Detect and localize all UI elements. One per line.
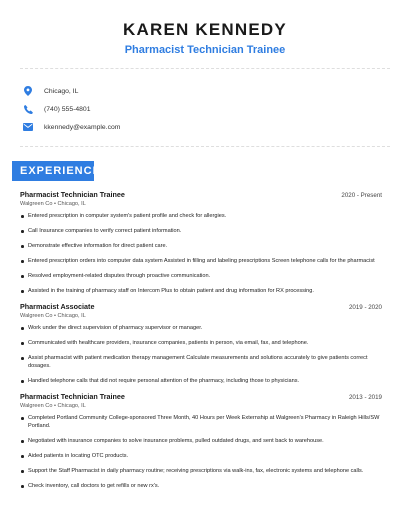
- contact-phone-text: (740) 555-4801: [44, 105, 91, 113]
- list-item: Support the Staff Pharmacist in daily pharmacy routine; receiving prescriptions via walk-ins, fax, electronic systems and telephone calls.: [20, 467, 382, 475]
- location-pin-icon: [22, 85, 34, 97]
- list-item: Assisted in the training of pharmacy staff on Intercom Plus to obtain patient and drug information for RX processing.: [20, 287, 382, 295]
- contact-email: [22, 118, 120, 136]
- job-company: Walgreen Co: [20, 201, 53, 207]
- contact-location: [22, 82, 120, 100]
- job-location: Chicago, IL: [57, 403, 86, 409]
- list-item: Resolved employment-related disputes through proactive communication.: [20, 272, 382, 280]
- list-item: Completed Portland Community College-sponsored Three Month, 40 Hours per Week Externship at Walgreen's Pharmacy in Raleigh Hills/SW Portland.: [20, 414, 382, 430]
- job-dates: 2013 - 2019: [348, 394, 382, 401]
- job-bullets: [20, 212, 382, 295]
- contact-email-text: kkennedy@example.com: [44, 123, 121, 131]
- list-item: Work under the direct supervision of pharmacy supervisor or manager.: [20, 324, 382, 332]
- list-item: Check inventory, call doctors to get refills or new rx's.: [20, 482, 382, 490]
- candidate-name: KAREN KENNEDY: [123, 20, 287, 39]
- job-company: Walgreen Co: [20, 313, 53, 319]
- job-title: Pharmacist Associate: [20, 302, 95, 311]
- experience-heading: EXPERIENCE: [12, 161, 94, 181]
- contact-phone: [22, 100, 120, 118]
- list-item: Communicated with healthcare providers, insurance companies, patients in person, via email, fax, and telephone.: [20, 339, 382, 347]
- job-meta: Walgreen Co • Chicago, IL: [20, 201, 86, 207]
- contact-divider: [20, 146, 390, 147]
- header-divider: [20, 68, 390, 69]
- job-dates: 2019 - 2020: [348, 304, 382, 311]
- experience-section: [20, 190, 382, 497]
- job-entry: [20, 392, 382, 490]
- job-location: Chicago, IL: [57, 313, 86, 319]
- list-item: Entered prescription in computer system's patient profile and check for allergies.: [20, 212, 382, 220]
- list-item: Entered prescription orders into computer data system Assisted in filling and labeling prescriptions Screen telephone calls for the pharmacist: [20, 257, 382, 265]
- contact-location-text: Chicago, IL: [44, 87, 79, 95]
- email-icon: [22, 121, 34, 133]
- job-entry: [20, 302, 382, 385]
- job-meta: Walgreen Co • Chicago, IL: [20, 403, 86, 409]
- phone-icon: [22, 103, 34, 115]
- list-item: Assist pharmacist with patient medication therapy management Calculate measurements and solutions accurately to give patients correct dosages.: [20, 354, 382, 370]
- candidate-title: Pharmacist Technician Trainee: [124, 44, 286, 56]
- job-bullets: [20, 324, 382, 385]
- list-item: Handled telephone calls that did not require personal attention of the pharmacy, including those to physicians.: [20, 377, 382, 385]
- job-entry: [20, 190, 382, 295]
- job-dates: 2020 - Present: [341, 192, 382, 199]
- list-item: Demonstrate effective information for direct patient care.: [20, 242, 382, 250]
- contact-list: [22, 82, 120, 136]
- list-item: Negotiated with insurance companies to solve insurance problems, pulled outdated drugs, and sent back to warehouse.: [20, 437, 382, 445]
- list-item: Aided patients in locating OTC products.: [20, 452, 382, 460]
- job-title: Pharmacist Technician Trainee: [20, 392, 125, 401]
- job-bullets: [20, 414, 382, 490]
- job-company: Walgreen Co: [20, 403, 53, 409]
- job-location: Chicago, IL: [57, 201, 86, 207]
- list-item: Call Insurance companies to verify correct patient information.: [20, 227, 382, 235]
- resume-header: [0, 20, 410, 57]
- job-meta: Walgreen Co • Chicago, IL: [20, 313, 86, 319]
- job-title: Pharmacist Technician Trainee: [20, 190, 125, 199]
